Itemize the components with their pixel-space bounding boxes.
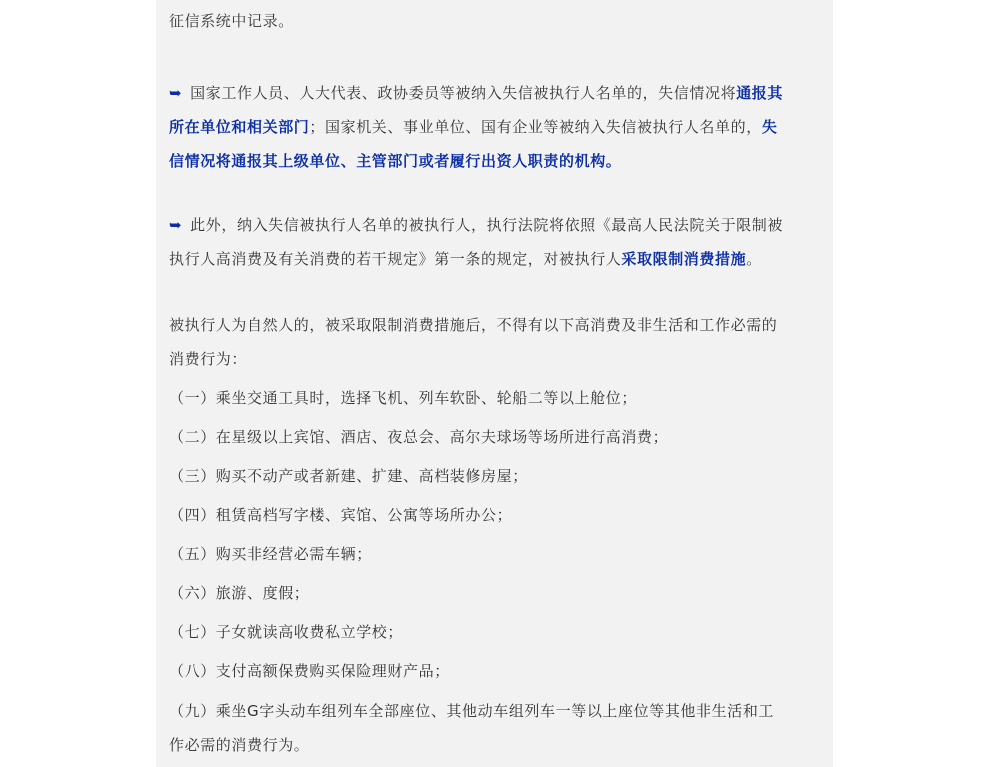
list-item: （一）乘坐交通工具时，选择飞机、列车软卧、轮船二等以上舱位； [169,389,638,407]
paragraph-2-line-2 [169,248,762,270]
article-panel [156,0,833,767]
list-item-continuation: 作必需的消费行为。 [169,736,310,754]
text-segment: 国家工作人员、人大代表、政协委员等被纳入失信被执行人名单的，失信情况将 [190,84,737,102]
highlight-text: 失 [761,118,778,136]
list-item: （五）购买非经营必需车辆； [169,545,372,563]
highlight-text: 采取限制消费措施 [621,250,747,268]
paragraph-2-line-1 [169,214,783,236]
highlight-text: 通报其 [736,84,783,102]
text-segment: 。 [746,250,762,268]
list-item: （八）支付高额保费购买保险理财产品； [169,662,450,680]
text-segment: 此外，纳入失信被执行人名单的被执行人，执行法院将依照《最高人民法院关于限制被 [190,216,783,234]
text-segment: ；国家机关、事业单位、国有企业等被纳入失信被执行人名单的， [309,118,762,136]
list-item: （三）购买不动产或者新建、扩建、高档装修房屋； [169,467,528,485]
list-item: （六）旅游、度假； [169,584,310,602]
paragraph-3-line-1: 被执行人为自然人的，被采取限制消费措施后，不得有以下高消费及非生活和工作必需的 [169,316,778,334]
paragraph-1-line-2 [169,116,777,138]
list-item: （七）子女就读高收费私立学校； [169,623,404,641]
highlight-text: 信情况将通报其上级单位、主管部门或者履行出资人职责的机构。 [169,152,622,170]
paragraph-3-line-2: 消费行为： [169,350,248,368]
list-item: （九）乘坐G字头动车组列车全部座位、其他动车组列车一等以上座位等其他非生活和工 [169,702,775,720]
highlight-text: 所在单位和相关部门 [169,118,310,136]
arrow-icon: ➥ [169,84,183,102]
text-segment: 执行人高消费及有关消费的若干规定》第一条的规定，对被执行人 [169,250,622,268]
list-item: （四）租赁高档写字楼、宾馆、公寓等场所办公； [169,506,513,524]
paragraph-1-line-1 [169,82,783,104]
list-item: （二）在星级以上宾馆、酒店、夜总会、高尔夫球场等场所进行高消费； [169,428,669,446]
arrow-icon: ➥ [169,216,183,234]
paragraph-1-line-3 [169,150,621,172]
text-line: 征信系统中记录。 [169,12,294,30]
